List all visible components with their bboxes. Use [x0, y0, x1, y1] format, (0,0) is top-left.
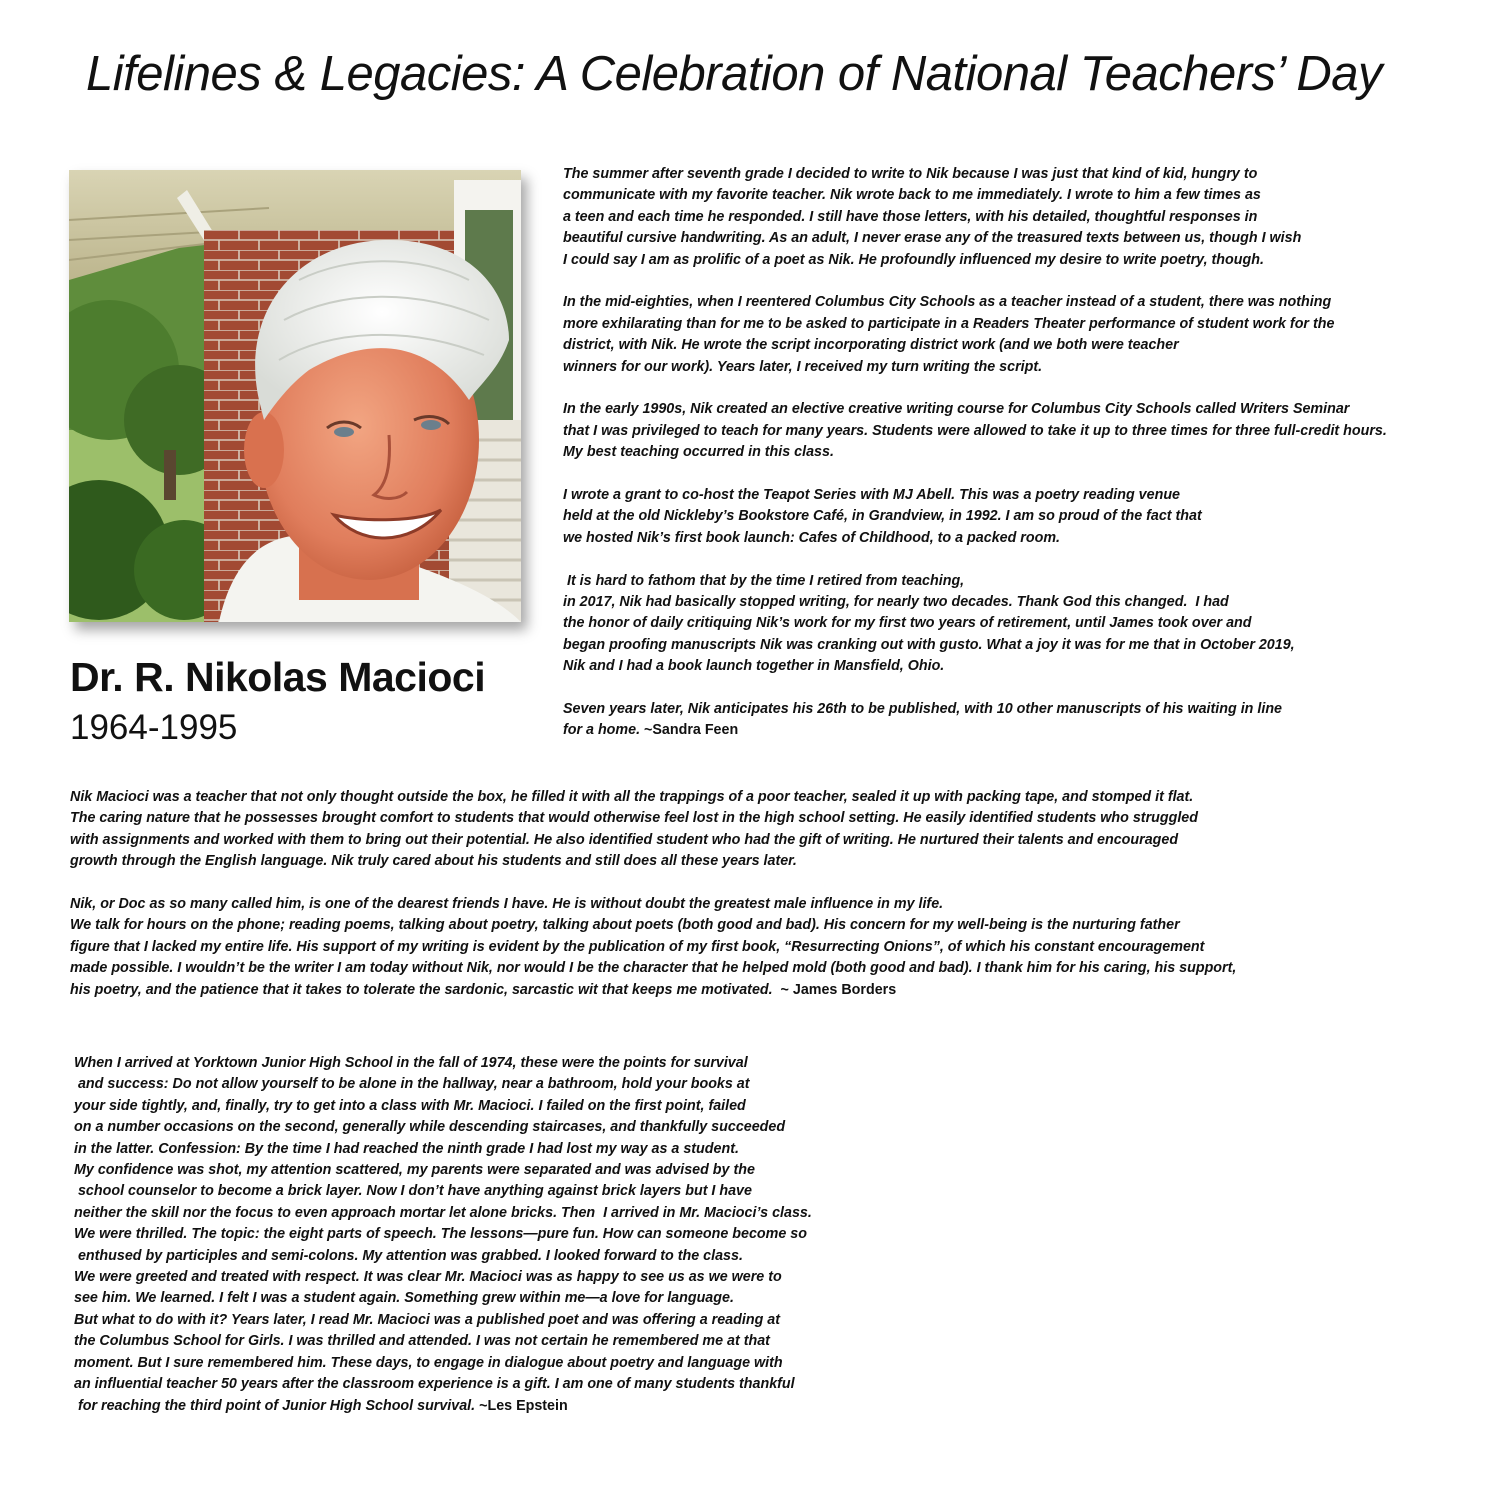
text-line: see him. We learned. I felt I was a student again. Something grew within me—a love for language. [74, 1290, 734, 1307]
text-line: Seven years later, Nik anticipates his 26th to be published, with 10 other manuscripts of his waiting in line [563, 701, 1282, 718]
text-line: Nik Macioci was a teacher that not only thought outside the box, he filled it with all the trappings of a poor teacher, sealed it up with packing tape, and stomped it flat. [70, 789, 1194, 805]
text-line: Nik and I had a book launch together in Mansfield, Ohio. [563, 658, 945, 675]
text-line: enthused by participles and semi-colons. My attention was grabbed. I looked forward to the class. [74, 1247, 743, 1264]
text-line: made possible. I wouldn’t be the writer I am today without Nik, nor would I be the character that he helped mold (both good and bad). I thank him for his caring, his support, [70, 960, 1237, 977]
text-line: began proofing manuscripts Nik was cranking out with gusto. What a joy it was for me that in October 2019, [563, 636, 1295, 653]
text-line: It is hard to fathom that by the time I retired from teaching, [563, 572, 965, 589]
tribute-james-borders [70, 787, 1236, 1001]
text-line: My best teaching occurred in this class. [563, 444, 834, 461]
text-line: We were greeted and treated with respect. It was clear Mr. Macioci was as happy to see us as we were to [74, 1269, 782, 1286]
text-line: growth through the English language. Nik truly cared about his students and still does all these years later. [70, 853, 797, 870]
closing-text: for a home. [563, 722, 645, 739]
text-line: In the early 1990s, Nik created an elective creative writing course for Columbus City Schools called Writers Seminar [563, 401, 1350, 418]
portrait-photo [69, 170, 521, 622]
tribute-paragraph [563, 571, 1387, 678]
closing-text: for reaching the third point of Junior High School survival. [74, 1397, 480, 1414]
tribute-paragraph [70, 787, 1236, 873]
tribute-paragraph [563, 292, 1387, 378]
text-line: a teen and each time he responded. I still have those letters, with his detailed, thoughtful responses in [563, 208, 1258, 225]
text-line [563, 720, 1387, 741]
tribute-paragraph [563, 164, 1387, 271]
text-line: Nik, or Doc as so many called him, is one of the dearest friends I have. He is without doubt the greatest male influence in my life. [70, 896, 944, 913]
tribute-paragraph [70, 894, 1236, 1001]
text-line: that I was privileged to teach for many years. Students were allowed to take it up to three times for three full-credit hours. [563, 422, 1387, 439]
text-line [74, 1396, 812, 1417]
tribute-paragraph [563, 485, 1387, 549]
text-line: figure that I lacked my entire life. His support of my writing is evident by the publication of my first book, “Resurrecting Onions”, of which his constant encouragement [70, 938, 1205, 955]
signature: ~ James Borders [780, 981, 897, 998]
text-line: we hosted Nik’s first book launch: Cafes of Childhood, to a packed room. [563, 529, 1061, 546]
text-line: an influential teacher 50 years after the classroom experience is a gift. I am one of many students thankful [74, 1376, 795, 1393]
tribute-paragraph [563, 399, 1387, 463]
text-line: I could say I am as prolific of a poet as Nik. He profoundly influenced my desire to write poetry, though. [563, 251, 1264, 268]
honoree-name: Dr. R. Nikolas Macioci [70, 654, 486, 700]
tribute-sandra-feen [563, 164, 1387, 742]
text-line: The caring nature that he possesses brought comfort to students that would otherwise feel lost in the high school setting. He easily identified students who struggled [70, 810, 1198, 827]
text-line: winners for our work). Years later, I received my turn writing the script. [563, 358, 1043, 375]
text-line: district, with Nik. He wrote the script incorporating district work (and we both were teacher [563, 337, 1179, 354]
text-line: with assignments and worked with them to bring out their potential. He also identified student who had the gift of writing. He nurtured their talents and encouraged [70, 831, 1179, 848]
text-line: the honor of daily critiquing Nik’s work for my first two years of retirement, until James took over and [563, 615, 1252, 632]
text-line: I wrote a grant to co-host the Teapot Series with MJ Abell. This was a poetry reading venue [563, 487, 1180, 504]
tribute-les-epstein [74, 1053, 812, 1417]
text-line: But what to do with it? Years later, I read Mr. Macioci was a published poet and was offering a reading at [74, 1311, 780, 1328]
text-line: neither the skill nor the focus to even approach mortar let alone bricks. Then I arrived in Mr. Macioci’s class. [74, 1204, 812, 1221]
text-line: in 2017, Nik had basically stopped writing, for nearly two decades. Thank God this changed. I had [563, 594, 1229, 611]
portrait-illustration [69, 170, 521, 622]
tribute-paragraph [563, 699, 1387, 742]
text-line: beautiful cursive handwriting. As an adult, I never erase any of the treasured texts between us, though I wish [563, 230, 1302, 247]
text-line: My confidence was shot, my attention scattered, my parents were separated and was advised by the [74, 1162, 755, 1179]
text-line: school counselor to become a brick layer. Now I don’t have anything against brick layers but I have [74, 1183, 752, 1200]
text-line: communicate with my favorite teacher. Nik wrote back to me immediately. I wrote to him a few times as [563, 187, 1261, 204]
text-line: When I arrived at Yorktown Junior High School in the fall of 1974, these were the points for survival [74, 1055, 748, 1071]
signature: ~Sandra Feen [644, 722, 739, 739]
text-line [70, 980, 1236, 1001]
text-line: the Columbus School for Girls. I was thrilled and attended. I was not certain he remembered me at that [74, 1333, 770, 1350]
text-line: more exhilarating than for me to be asked to participate in a Readers Theater performance of student work for the [563, 315, 1335, 332]
text-line: in the latter. Confession: By the time I had reached the ninth grade I had lost my way as a student. [74, 1140, 739, 1157]
text-line: and success: Do not allow yourself to be alone in the hallway, near a bathroom, hold your books at [74, 1076, 750, 1093]
text-line: In the mid-eighties, when I reentered Columbus City Schools as a teacher instead of a student, there was nothing [563, 294, 1332, 311]
text-line: your side tightly, and, finally, try to get into a class with Mr. Macioci. I failed on the first point, failed [74, 1097, 746, 1114]
signature: ~Les Epstein [479, 1397, 568, 1414]
text-line: on a number occasions on the second, generally while descending staircases, and thankfully succeeded [74, 1119, 786, 1136]
honoree-years: 1964-1995 [70, 708, 238, 747]
page-title: Lifelines & Legacies: A Celebration of National Teachers’ Day [86, 47, 1382, 101]
text-line: The summer after seventh grade I decided to write to Nik because I was just that kind of kid, hungry to [563, 166, 1258, 182]
text-line: We were thrilled. The topic: the eight parts of speech. The lessons—pure fun. How can someone become so [74, 1226, 807, 1243]
text-line: We talk for hours on the phone; reading poems, talking about poetry, talking about poets (both good and bad). His concern for my well-being is the nurturing father [70, 917, 1180, 934]
text-line: held at the old Nickleby’s Bookstore Café, in Grandview, in 1992. I am so proud of the fact that [563, 508, 1202, 525]
closing-text: his poetry, and the patience that it takes to tolerate the sardonic, sarcastic wit that keeps me motivated. [70, 981, 781, 998]
text-line: moment. But I sure remembered him. These days, to engage in dialogue about poetry and language with [74, 1354, 783, 1371]
